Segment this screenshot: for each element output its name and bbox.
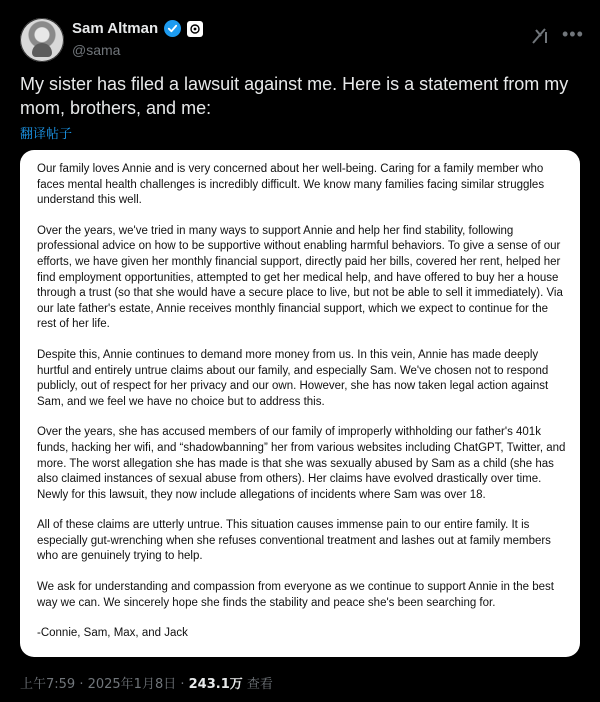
post-meta	[20, 673, 273, 692]
statement-paragraph: Over the years, she has accused members of our family of improperly withholding our father's 401k funds, hacking her wifi, and “shadowbanning” her from various websites including ChatGPT, Twitter, and more. The worst allegation she has made is that she was sexually abused by Sam as a child (she has also claimed instances of sexual abuse from others). Her claims have evolved drastically over time. Newly for this lawsuit, they now include allegations of incidents where Sam was over 18.	[37, 426, 566, 501]
statement-paragraph: Our family loves Annie and is very concerned about her well-being. Caring for a family member who faces mental health challenges is incredibly difficult. We know many families facing similar struggles understand this well.	[37, 163, 545, 207]
more-options-icon[interactable]: •••	[562, 24, 584, 44]
avatar[interactable]	[20, 18, 64, 62]
author-handle[interactable]: @sama	[72, 42, 121, 58]
view-count: 243.1万	[188, 677, 243, 692]
grok-icon[interactable]	[530, 26, 550, 51]
tweet-header	[20, 10, 584, 62]
openai-affiliation-icon[interactable]	[187, 21, 203, 37]
author-name[interactable]: Sam Altman	[72, 20, 159, 37]
statement-paragraph: All of these claims are utterly untrue. This situation causes immense pain to our entire family. It is especially gut-wrenching when she refuses conventional treatment and lashes out at family members who are genuinely trying to help.	[37, 519, 551, 563]
author-name-row	[72, 20, 203, 37]
statement-paragraph: We ask for understanding and compassion from everyone as we continue to support Annie in the best way we can. We sincerely hope she finds the stability and peace she's been searching for.	[37, 581, 554, 609]
statement-image[interactable]	[20, 150, 580, 657]
verified-badge-icon	[164, 20, 181, 37]
tweet-text: My sister has filed a lawsuit against me. Here is a statement from my mom, brothers, and me:	[20, 74, 569, 118]
post-timestamp[interactable]: 上午7:59 · 2025年1月8日 ·	[20, 677, 189, 692]
statement-paragraph: Over the years, we've tried in many ways to support Annie and help her find stability, following professional advice on how to be supportive without enabling harmful behaviors. To give a sense of our efforts, we have given her monthly financial support, directly paid her bills, covered her rent, helped her find employment opportunities, attempted to get her medical help, and have offered to buy her a house through a trust (so that she would have a secure place to live, but not be able to sell it immediately). Via our late father's estate, Annie receives monthly financial support, which we expect to continue for the rest of her life.	[37, 224, 563, 331]
statement-signature: -Connie, Sam, Max, and Jack	[37, 627, 188, 640]
statement-paragraph: Despite this, Annie continues to demand more money from us. In this vein, Annie has made deeply hurtful and entirely untrue claims about our family, and especially Sam. We've chosen not to respond publicly, out of respect for her privacy and our own. However, she has now taken legal action against Sam, and we feel we have no choice but to address this.	[37, 348, 549, 408]
translate-post-link[interactable]: 翻译帖子	[20, 127, 73, 142]
view-count-label: 查看	[242, 677, 273, 692]
